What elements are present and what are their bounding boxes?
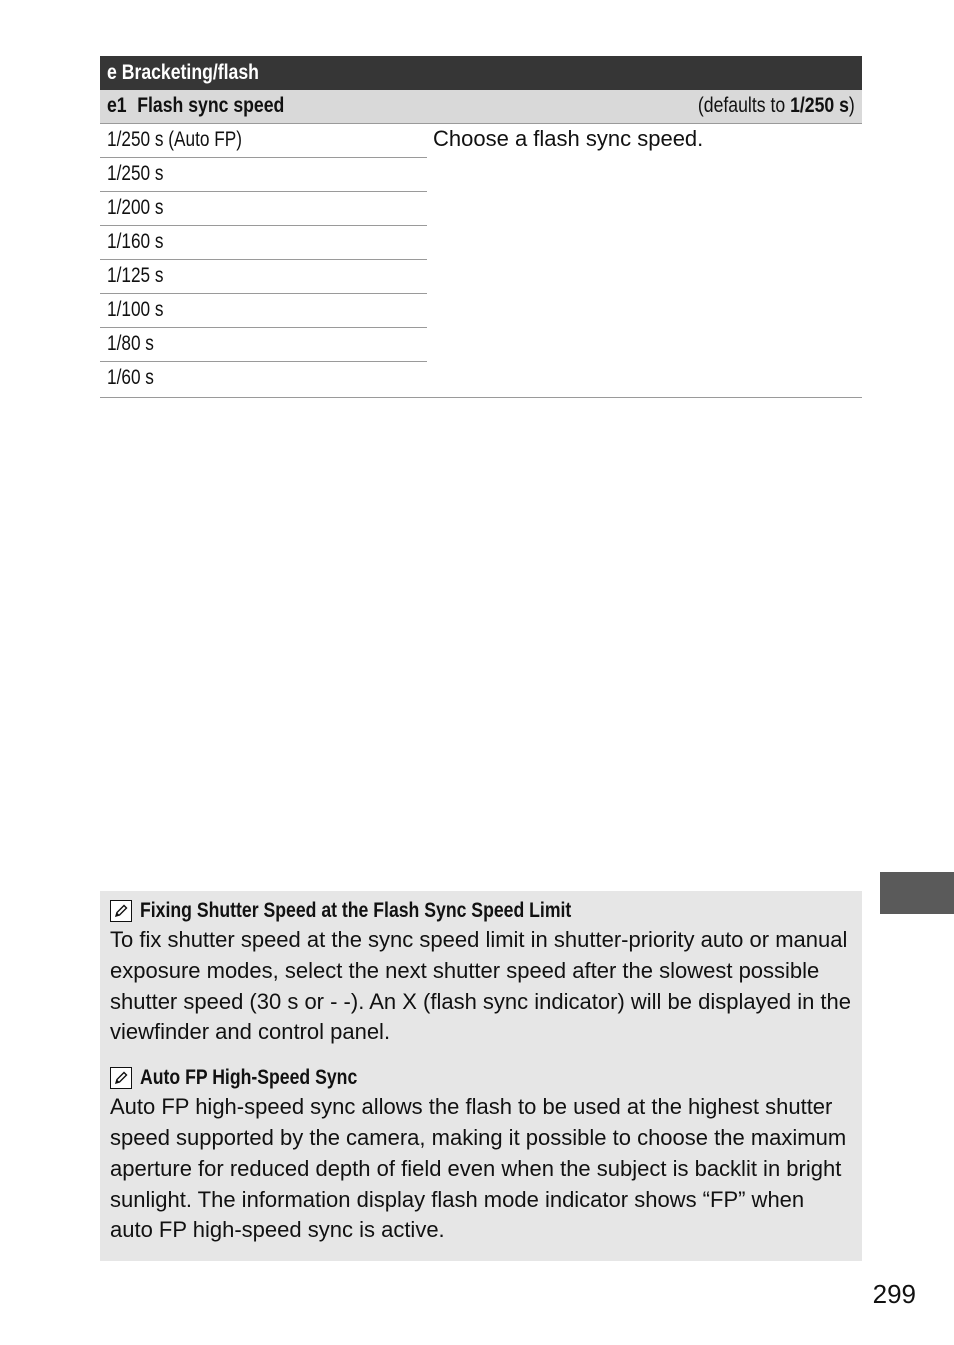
note-title-text: Auto FP High-Speed Sync	[140, 1066, 358, 1090]
option-label: 1/200 s	[107, 196, 164, 219]
table-bottom-rule	[100, 397, 862, 398]
pencil-icon	[110, 1067, 132, 1089]
option-description: Choose a flash sync speed.	[433, 126, 704, 151]
option-label: 1/60 s	[107, 366, 154, 389]
option-item	[100, 294, 427, 328]
page-number: 299	[872, 1279, 916, 1309]
default-prefix: (defaults to	[698, 94, 791, 117]
option-item	[100, 328, 427, 362]
setting-code: e1	[107, 94, 127, 117]
option-label: 1/80 s	[107, 332, 154, 355]
note-body: Auto FP high-speed sync allows the flash to be used at the highest shutter speed supported by the camera, making it possible to choose the maximum aperture for reduced depth of field even when the subject is backlit in bright sunlight. The information display flash mode indicator shows “FP” when auto FP high-speed sync is active.	[110, 1094, 847, 1243]
section-header	[100, 56, 862, 90]
options-list	[100, 124, 427, 395]
setting-row	[100, 90, 862, 124]
option-item	[100, 124, 427, 158]
note-title	[110, 1064, 852, 1092]
option-label: 1/160 s	[107, 230, 164, 253]
setting-name: Flash sync speed	[137, 94, 285, 117]
option-label: 1/250 s	[107, 162, 164, 185]
option-item	[100, 362, 427, 395]
setting-label	[107, 90, 284, 122]
pencil-icon	[110, 900, 132, 922]
note-body: To fix shutter speed at the sync speed limit in shutter-priority auto or manual exposure modes, select the next shutter speed after the slowest possible shutter speed (30 s or - -). An X (flash sync indicator) will be displayed in the viewfinder and control panel.	[110, 927, 852, 1045]
option-item	[100, 226, 427, 260]
default-suffix: )	[849, 94, 855, 117]
default-value: 1/250 s	[790, 94, 850, 117]
section-title: e Bracketing/flash	[107, 61, 259, 84]
option-item	[100, 260, 427, 294]
note-title	[110, 897, 852, 925]
chapter-thumb-tab	[880, 872, 954, 914]
notes-box	[100, 891, 862, 1261]
option-label: 1/250 s (Auto FP)	[107, 128, 242, 151]
note-title-text: Fixing Shutter Speed at the Flash Sync Speed Limit	[140, 899, 572, 922]
setting-default	[698, 90, 855, 122]
option-label: 1/100 s	[107, 298, 164, 321]
option-item	[100, 158, 427, 192]
option-label: 1/125 s	[107, 264, 164, 287]
option-item	[100, 192, 427, 226]
